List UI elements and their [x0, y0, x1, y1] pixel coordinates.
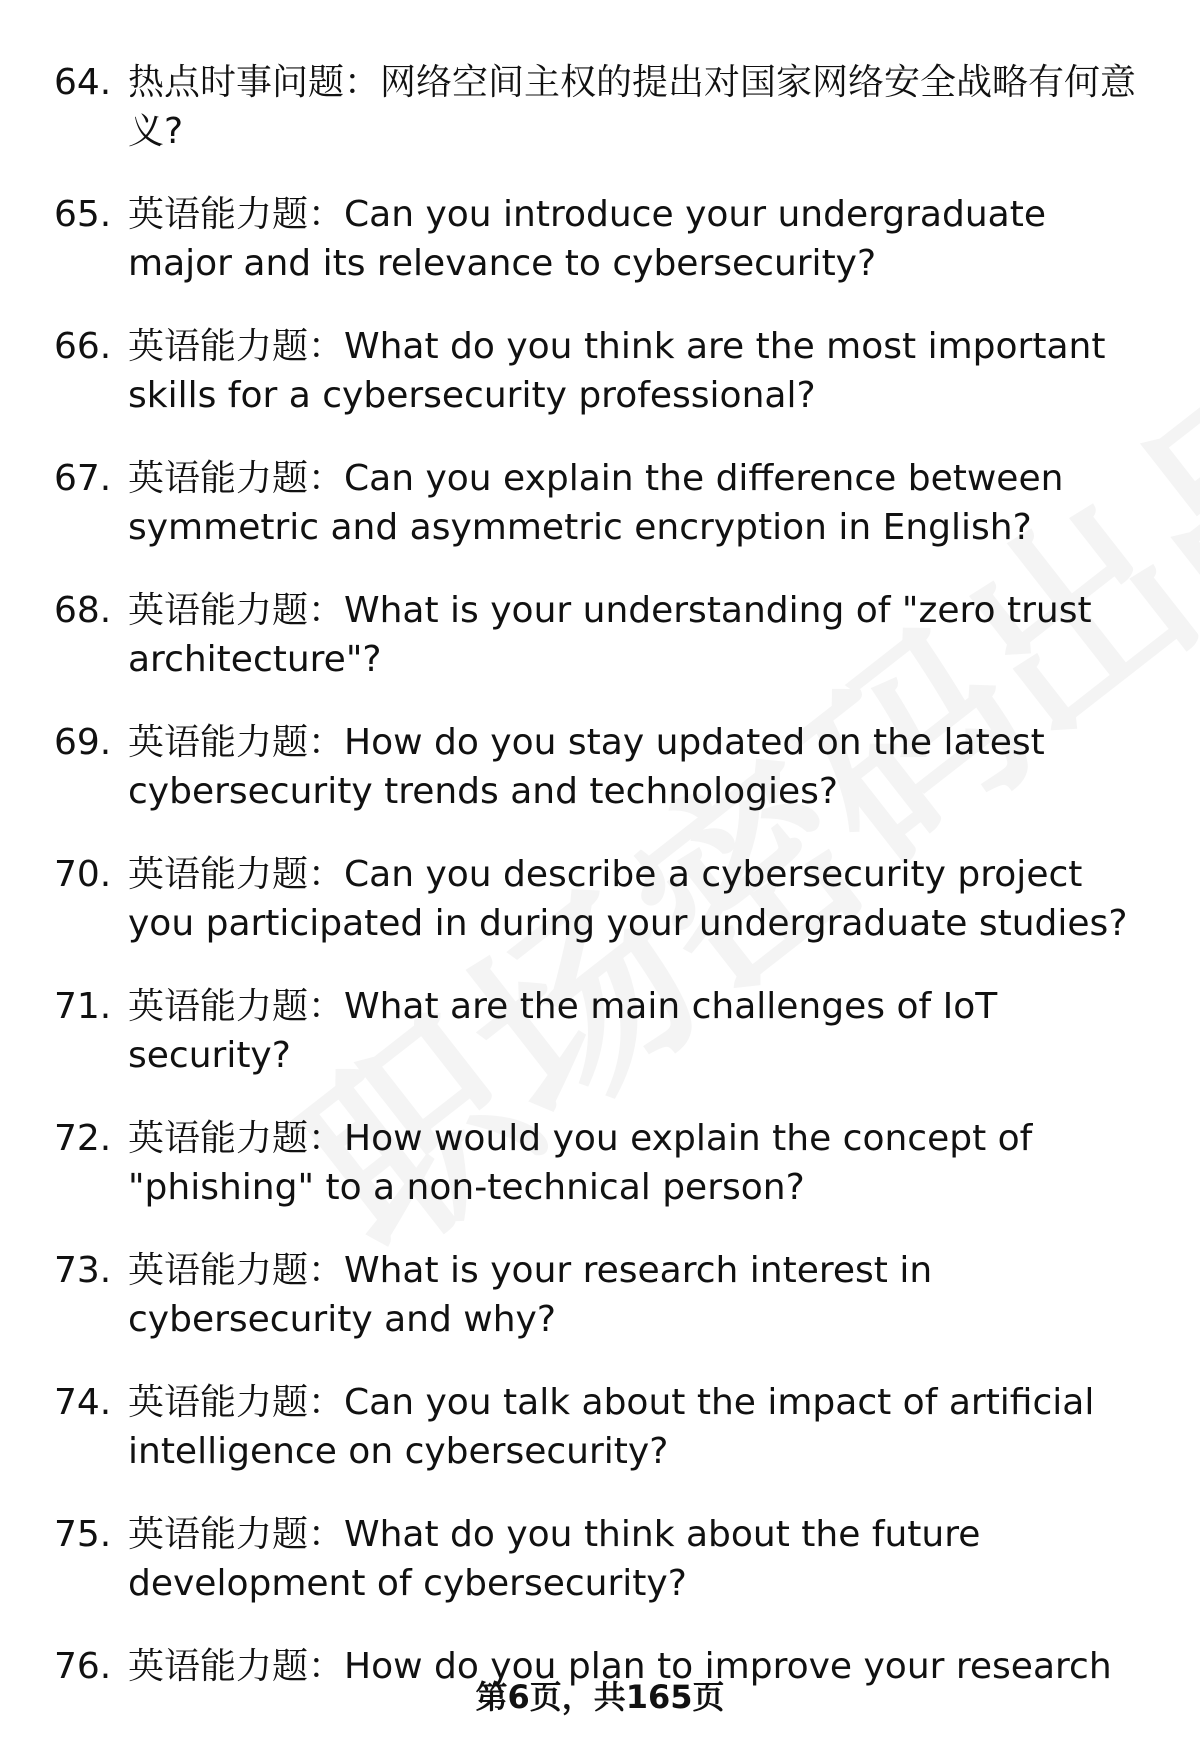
question-number: 67.	[54, 458, 112, 499]
question-text: 英语能力题：How do you stay updated on the latest cybersecurity trends and technologies?	[128, 722, 1045, 812]
question-number: 76.	[54, 1646, 112, 1687]
question-text: 英语能力题：What are the main challenges of IoT security?	[128, 986, 998, 1076]
question-text: 英语能力题：Can you introduce your undergraduate major and its relevance to cybersecurity?	[128, 194, 1046, 284]
question-number: 70.	[54, 854, 112, 895]
question-item	[0, 718, 1200, 816]
question-text: 热点时事问题：网络空间主权的提出对国家网络安全战略有何意义?	[128, 62, 1137, 152]
question-item	[0, 322, 1200, 420]
question-item	[0, 1510, 1200, 1608]
question-item	[0, 1246, 1200, 1344]
question-number: 74.	[54, 1382, 112, 1423]
question-item	[0, 1114, 1200, 1212]
question-text: 英语能力题：Can you describe a cybersecurity project you participated in during your undergraduate studies?	[128, 854, 1128, 944]
question-number: 64.	[54, 62, 112, 103]
question-item	[0, 1378, 1200, 1476]
question-number: 68.	[54, 590, 112, 631]
question-number: 73.	[54, 1250, 112, 1291]
question-item	[0, 850, 1200, 948]
question-item	[0, 586, 1200, 684]
question-item	[0, 454, 1200, 552]
question-text: 英语能力题：Can you talk about the impact of artificial intelligence on cybersecurity?	[128, 1382, 1095, 1472]
question-text: 英语能力题：What do you think are the most important skills for a cybersecurity professional?	[128, 326, 1106, 416]
question-number: 72.	[54, 1118, 112, 1159]
question-item	[0, 58, 1200, 156]
question-text: 英语能力题：What is your research interest in cybersecurity and why?	[128, 1250, 933, 1340]
question-number: 66.	[54, 326, 112, 367]
question-number: 69.	[54, 722, 112, 763]
question-text: 英语能力题：What is your understanding of "zero trust architecture"?	[128, 590, 1092, 680]
question-item	[0, 982, 1200, 1080]
question-text: 英语能力题：Can you explain the difference between symmetric and asymmetric encryption in English?	[128, 458, 1064, 548]
page-indicator: 第6页，共165页	[475, 1678, 725, 1716]
question-number: 65.	[54, 194, 112, 235]
question-text: 英语能力题：What do you think about the future development of cybersecurity?	[128, 1514, 981, 1604]
question-list	[0, 58, 1200, 1725]
question-number: 75.	[54, 1514, 112, 1555]
question-text: 英语能力题：How do you plan to improve your research	[128, 1646, 1112, 1687]
question-number: 71.	[54, 986, 112, 1027]
question-item	[0, 190, 1200, 288]
question-text: 英语能力题：How would you explain the concept of "phishing" to a non-technical person?	[128, 1118, 1033, 1208]
